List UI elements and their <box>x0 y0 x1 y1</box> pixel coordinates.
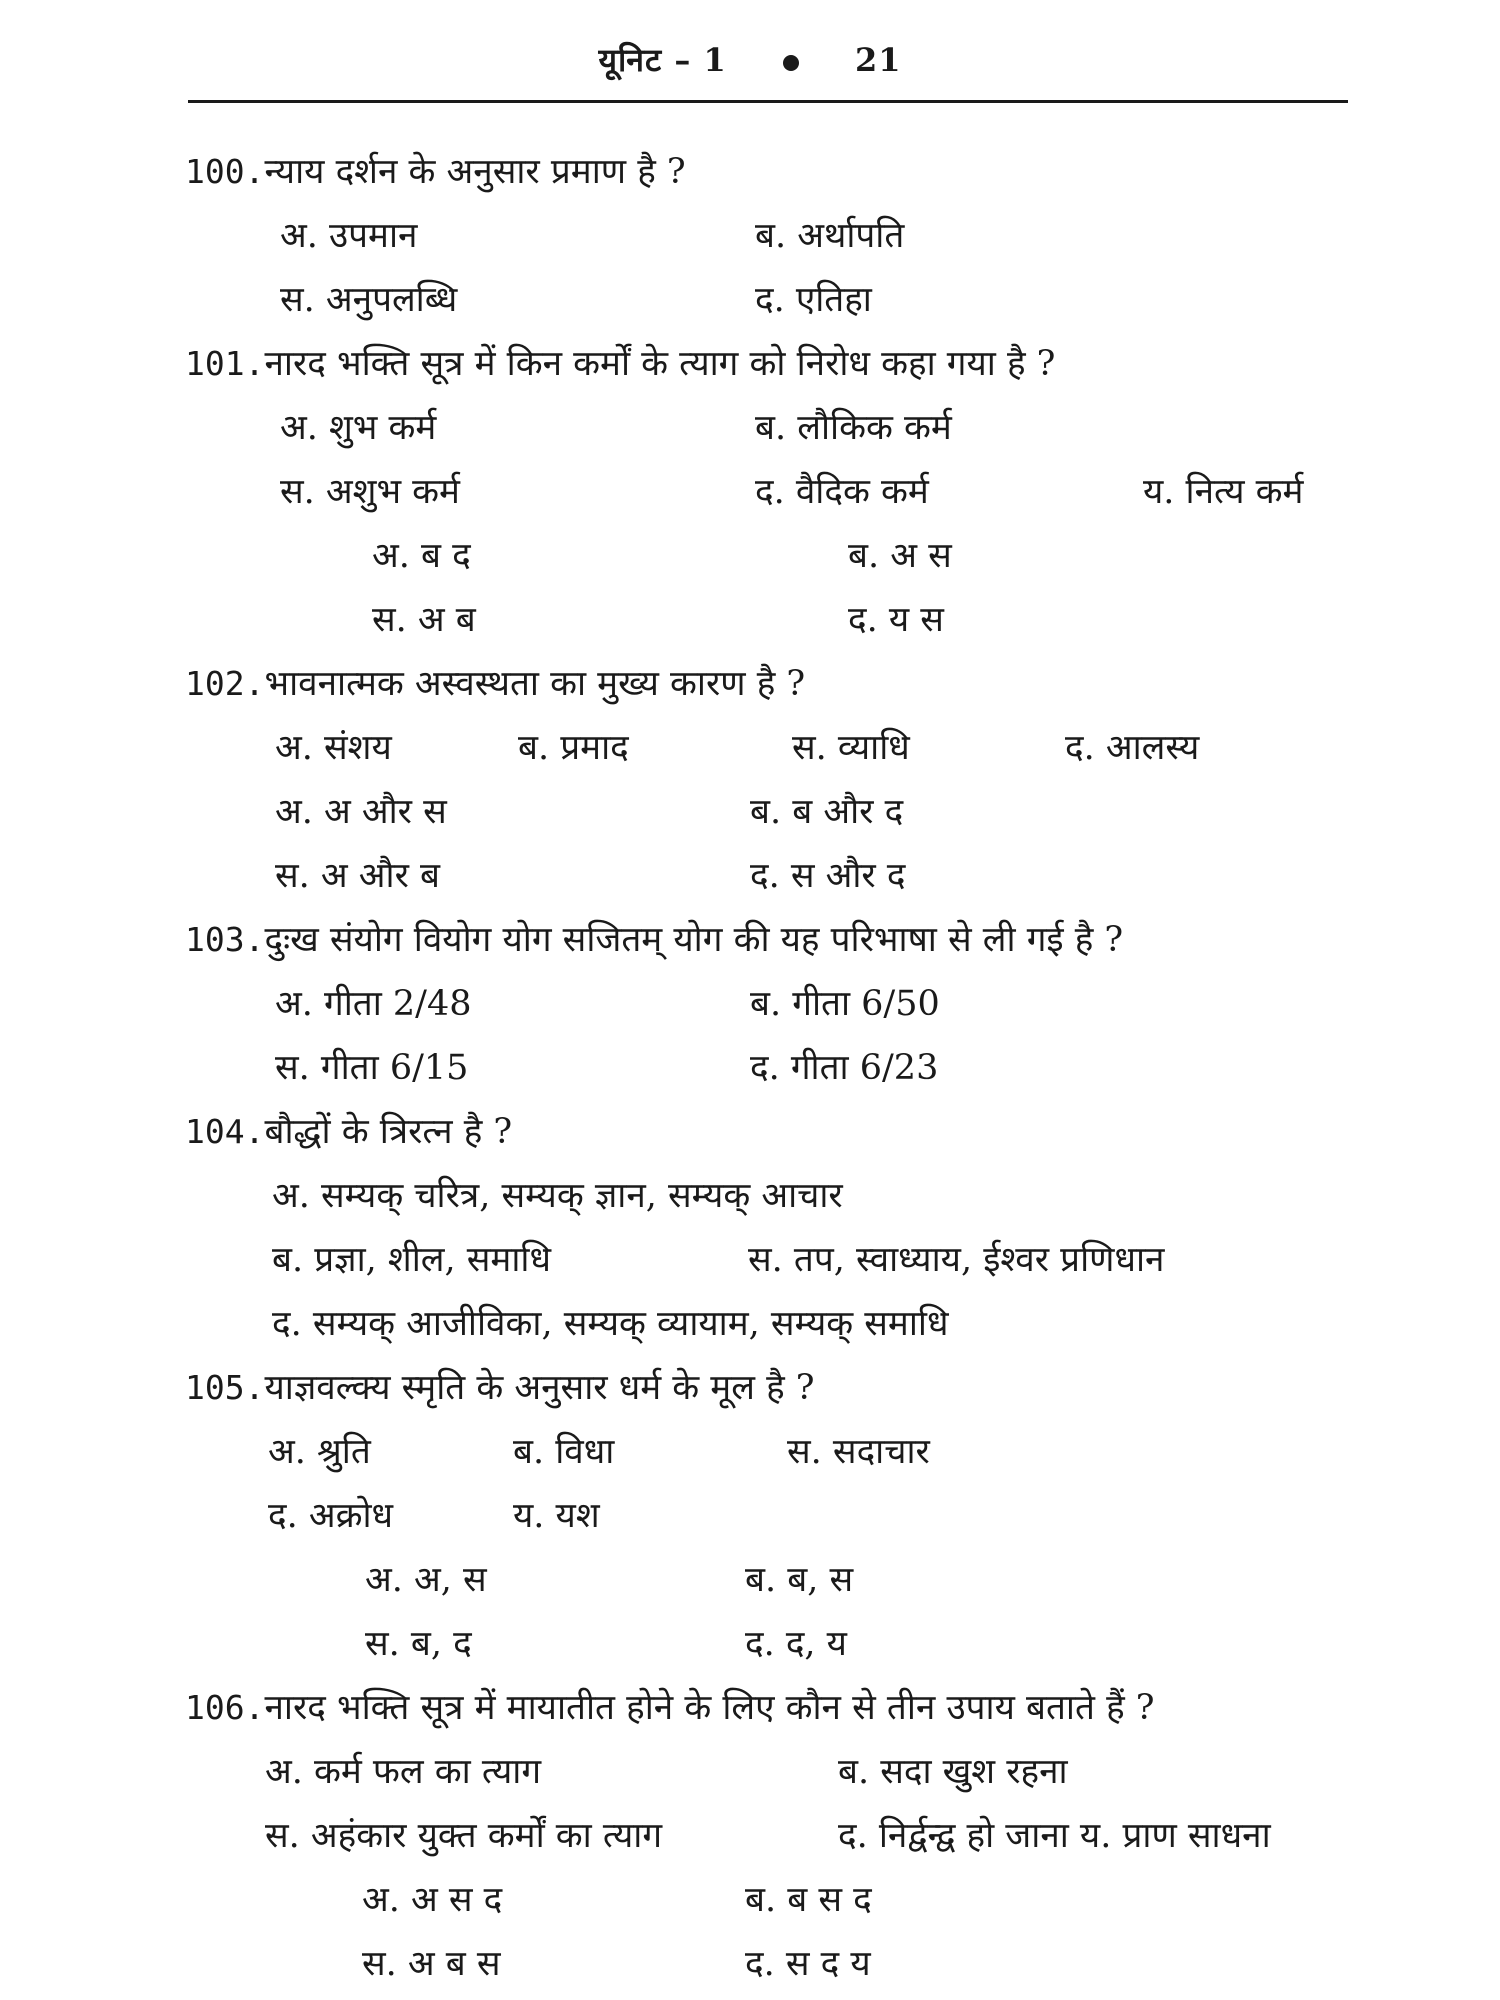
option: अ. कर्म फल का त्याग <box>265 1752 542 1792</box>
option: द. एतिहा <box>755 280 872 320</box>
option: य. यश <box>513 1496 600 1536</box>
option: द. वैदिक कर्म <box>755 472 929 512</box>
option: अ. संशय <box>275 728 392 768</box>
question-number: 105. <box>185 1368 265 1407</box>
answer-choice: स. अ और ब <box>275 856 441 896</box>
unit-label: यूनिट – 1 <box>598 41 727 79</box>
question-number: 100. <box>185 152 265 191</box>
question-text: न्याय दर्शन के अनुसार प्रमाण है ? <box>264 152 686 192</box>
question-103 <box>185 920 1124 960</box>
answer-choice: द. य स <box>848 600 944 640</box>
question-104 <box>185 1112 513 1152</box>
option: स. अशुभ कर्म <box>280 472 460 512</box>
page-number: 21 <box>855 41 902 79</box>
option: अ. सम्यक् चरित्र, सम्यक् ज्ञान, सम्यक् आचार <box>272 1176 843 1216</box>
option: द. निर्द्वन्द्व हो जाना य. प्राण साधना <box>838 1816 1271 1856</box>
option: ब. लौकिक कर्म <box>755 408 952 448</box>
option: अ. शुभ कर्म <box>280 408 437 448</box>
option: ब. प्रमाद <box>518 728 629 768</box>
answer-choice: स. ब, द <box>365 1624 472 1664</box>
option: य. नित्य कर्म <box>1143 472 1304 512</box>
option: अ. श्रुति <box>268 1432 371 1472</box>
question-number: 101. <box>185 344 265 383</box>
option: ब. अर्थापति <box>755 216 905 256</box>
question-number: 102. <box>185 664 265 703</box>
question-text: भावनात्मक अस्वस्थता का मुख्य कारण है ? <box>264 664 806 704</box>
question-100 <box>185 152 686 192</box>
option: स. सदाचार <box>787 1432 930 1472</box>
question-text: याज्ञवल्क्य स्मृति के अनुसार धर्म के मूल है ? <box>264 1368 815 1408</box>
question-text: दुःख संयोग वियोग योग सजितम् योग की यह परिभाषा से ली गई है ? <box>264 920 1124 960</box>
answer-choice: अ. अ और स <box>275 792 447 832</box>
option: स. अनुपलब्धि <box>280 280 458 320</box>
option: द. गीता 6/23 <box>750 1048 939 1088</box>
answer-choice: द. स द य <box>745 1944 871 1984</box>
option: स. तप, स्वाध्याय, ईश्वर प्रणिधान <box>748 1240 1165 1280</box>
answer-choice: अ. अ, स <box>365 1560 487 1600</box>
answer-choice: स. अ ब <box>372 600 476 640</box>
question-number: 104. <box>185 1112 265 1151</box>
answer-choice: ब. ब और द <box>750 792 904 832</box>
question-102 <box>185 664 806 704</box>
bullet-icon <box>783 55 799 71</box>
question-text: नारद भक्ति सूत्र में मायातीत होने के लिए कौन से तीन उपाय बताते हैं ? <box>264 1688 1155 1728</box>
option: स. अहंकार युक्त कर्मों का त्याग <box>265 1816 663 1856</box>
option: ब. प्रज्ञा, शील, समाधि <box>272 1240 551 1280</box>
question-101 <box>185 344 1056 384</box>
page-header <box>0 38 1500 81</box>
option: अ. गीता 2/48 <box>275 984 472 1024</box>
header-rule <box>188 100 1348 103</box>
option: स. व्याधि <box>792 728 910 768</box>
question-106 <box>185 1688 1155 1728</box>
answer-choice: ब. ब स द <box>745 1880 872 1920</box>
option: स. गीता 6/15 <box>275 1048 469 1088</box>
option: ब. विधा <box>513 1432 615 1472</box>
answer-choice: स. अ ब स <box>362 1944 501 1984</box>
option: अ. उपमान <box>280 216 418 256</box>
option: द. आलस्य <box>1065 728 1200 768</box>
option: ब. सदा खुश रहना <box>838 1752 1068 1792</box>
question-105 <box>185 1368 815 1408</box>
answer-choice: ब. ब, स <box>745 1560 854 1600</box>
answer-choice: अ. अ स द <box>362 1880 503 1920</box>
question-number: 106. <box>185 1688 265 1727</box>
question-text: बौद्धों के त्रिरत्न है ? <box>264 1112 513 1152</box>
option: द. सम्यक् आजीविका, सम्यक् व्यायाम, सम्यक् समाधि <box>272 1304 949 1344</box>
answer-choice: ब. अ स <box>848 536 952 576</box>
question-number: 103. <box>185 920 265 959</box>
option: द. अक्रोध <box>268 1496 394 1536</box>
answer-choice: द. द, य <box>745 1624 847 1664</box>
option: ब. गीता 6/50 <box>750 984 940 1024</box>
question-text: नारद भक्ति सूत्र में किन कर्मों के त्याग को निरोध कहा गया है ? <box>264 344 1056 384</box>
answer-choice: अ. ब द <box>372 536 471 576</box>
answer-choice: द. स और द <box>750 856 906 896</box>
